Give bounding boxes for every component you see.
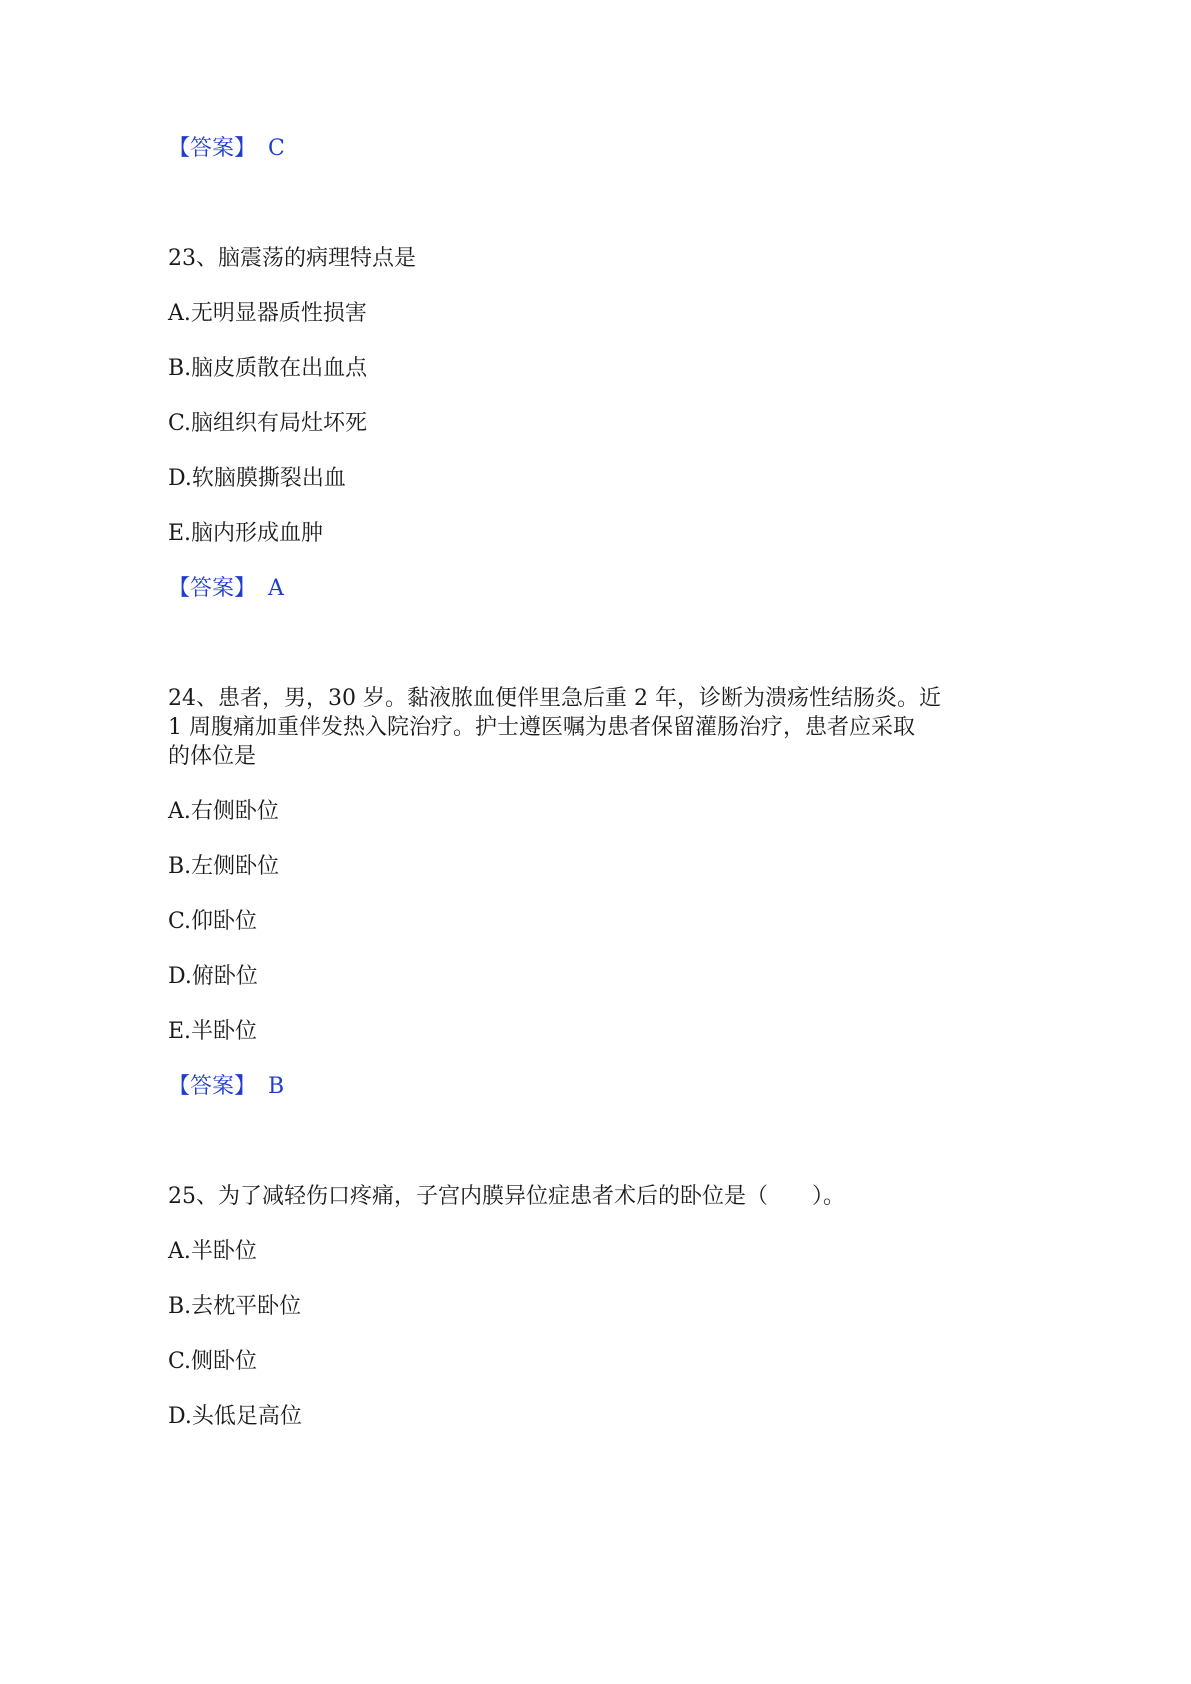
option-d: D.软脑膜撕裂出血: [168, 466, 346, 491]
question-stem-line: 24、患者，男，30 岁。黏液脓血便伴里急后重 2 年，诊断为溃疡性结肠炎。近: [168, 686, 941, 711]
option-b: B.去枕平卧位: [168, 1294, 302, 1319]
option-b: B.脑皮质散在出血点: [168, 356, 368, 381]
answer-label: 【答案】: [168, 576, 257, 601]
option-a: A.右侧卧位: [168, 799, 279, 824]
option-e: E.半卧位: [168, 1019, 258, 1044]
answer-line: [168, 134, 285, 163]
question-stem: 23、脑震荡的病理特点是: [168, 246, 416, 271]
option-c: C.脑组织有局灶坏死: [168, 411, 368, 436]
answer-label: 【答案】: [168, 1074, 257, 1099]
option-e: E.脑内形成血肿: [168, 521, 324, 546]
question-stem-line: 1 周腹痛加重伴发热入院治疗。护士遵医嘱为患者保留灌肠治疗，患者应采取: [168, 715, 915, 740]
option-d: D.俯卧位: [168, 964, 258, 989]
answer-label: 【答案】: [168, 136, 257, 161]
question-stem-line: 的体位是: [168, 744, 257, 769]
option-b: B.左侧卧位: [168, 854, 280, 879]
question-stem: 25、为了减轻伤口疼痛，子宫内膜异位症患者术后的卧位是（ ）。: [168, 1184, 845, 1209]
option-c: C.仰卧位: [168, 909, 258, 934]
option-a: A.半卧位: [168, 1239, 257, 1264]
answer-line: [168, 574, 284, 603]
option-a: A.无明显器质性损害: [168, 301, 367, 326]
answer-line: [168, 1072, 284, 1101]
answer-value: B: [268, 1074, 285, 1099]
answer-value: A: [268, 576, 284, 601]
answer-value: C: [268, 136, 285, 161]
option-c: C.侧卧位: [168, 1349, 258, 1374]
option-d: D.头低足高位: [168, 1404, 302, 1429]
